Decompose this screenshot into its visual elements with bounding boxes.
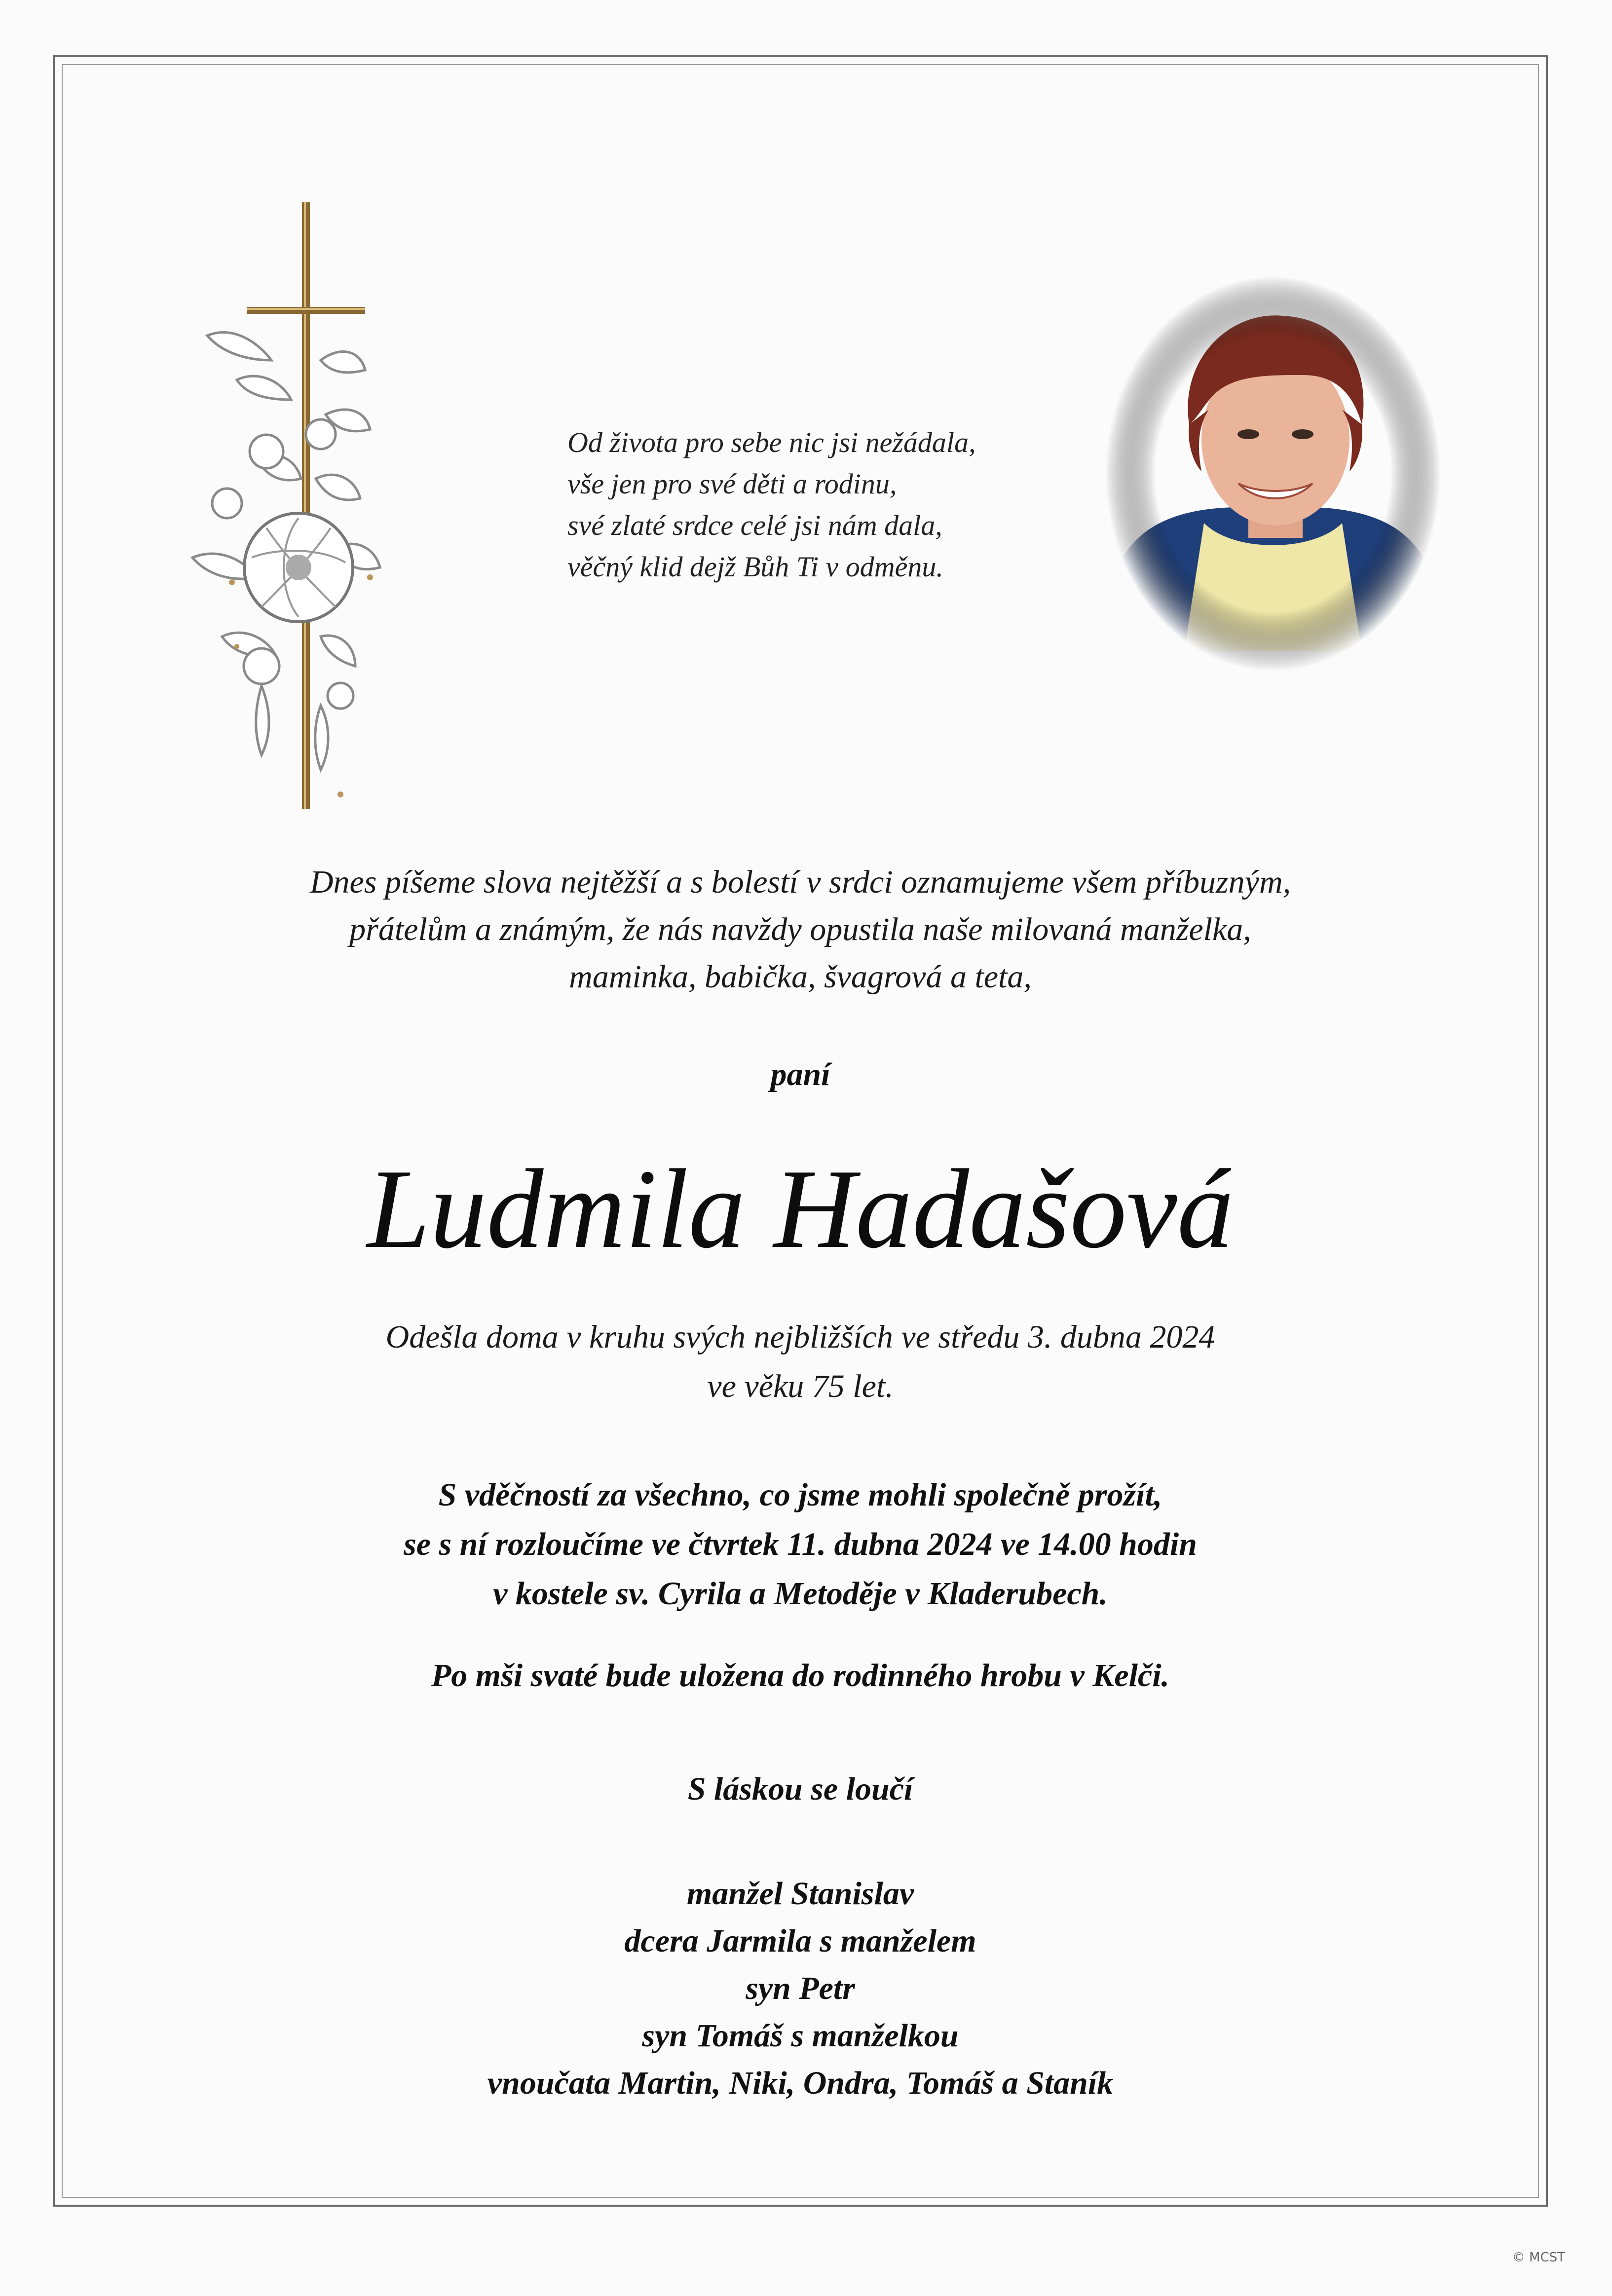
ceremony-line: v kostele sv. Cyrila a Metoděje v Kladerubech. <box>493 1576 1108 1612</box>
family-list <box>62 1870 1539 2107</box>
motto-line: Od života pro sebe nic jsi nežádala, <box>567 426 976 458</box>
family-member: vnoučata Martin, Niki, Ondra, Tomáš a Staník <box>487 2065 1114 2101</box>
death-details <box>62 1313 1539 1411</box>
cross-with-flowers-icon <box>173 202 414 824</box>
family-member: syn Tomáš s manželkou <box>642 2018 959 2054</box>
family-member: dcera Jarmila s manželem <box>624 1923 976 1959</box>
motto-line: věčný klid dejž Bůh Ti v odměnu. <box>567 551 943 583</box>
death-line: Odešla doma v kruhu svých nejbližších ve středu 3. dubna 2024 <box>385 1319 1215 1355</box>
ceremony-line: se s ní rozloučíme ve čtvrtek 11. dubna 2024 ve 14.00 hodin <box>404 1526 1197 1562</box>
ceremony-line: S vděčností za všechno, co jsme mohli společně prožít, <box>438 1477 1162 1513</box>
announcement-line: Dnes píšeme slova nejtěžší a s bolestí v srdci oznamujeme všem příbuzným, <box>309 864 1291 900</box>
farewell-heading: S láskou se loučí <box>687 1771 913 1807</box>
announcement-line: přátelům a známým, že nás navždy opustila naše milovaná manželka, <box>349 911 1251 947</box>
motto-verse <box>567 422 1061 588</box>
ceremony-details <box>62 1470 1539 1618</box>
death-line: ve věku 75 let. <box>707 1368 894 1404</box>
family-member: syn Petr <box>746 1970 855 2006</box>
family-member: manžel Stanislav <box>686 1876 914 1912</box>
copyright-mark: © MCST <box>1512 2250 1565 2265</box>
portrait-photo <box>1105 276 1441 671</box>
honorific: paní <box>770 1056 830 1092</box>
deceased-name: Ludmila Hadašová <box>367 1146 1234 1272</box>
motto-line: vše jen pro své děti a rodinu, <box>567 468 897 500</box>
motto-line: své zlaté srdce celé jsi nám dala, <box>567 509 942 541</box>
announcement-line: maminka, babička, švagrová a teta, <box>569 959 1032 995</box>
announcement-text <box>62 859 1539 1001</box>
burial-note: Po mši svaté bude uložena do rodinného hrobu v Kelči. <box>431 1657 1170 1694</box>
